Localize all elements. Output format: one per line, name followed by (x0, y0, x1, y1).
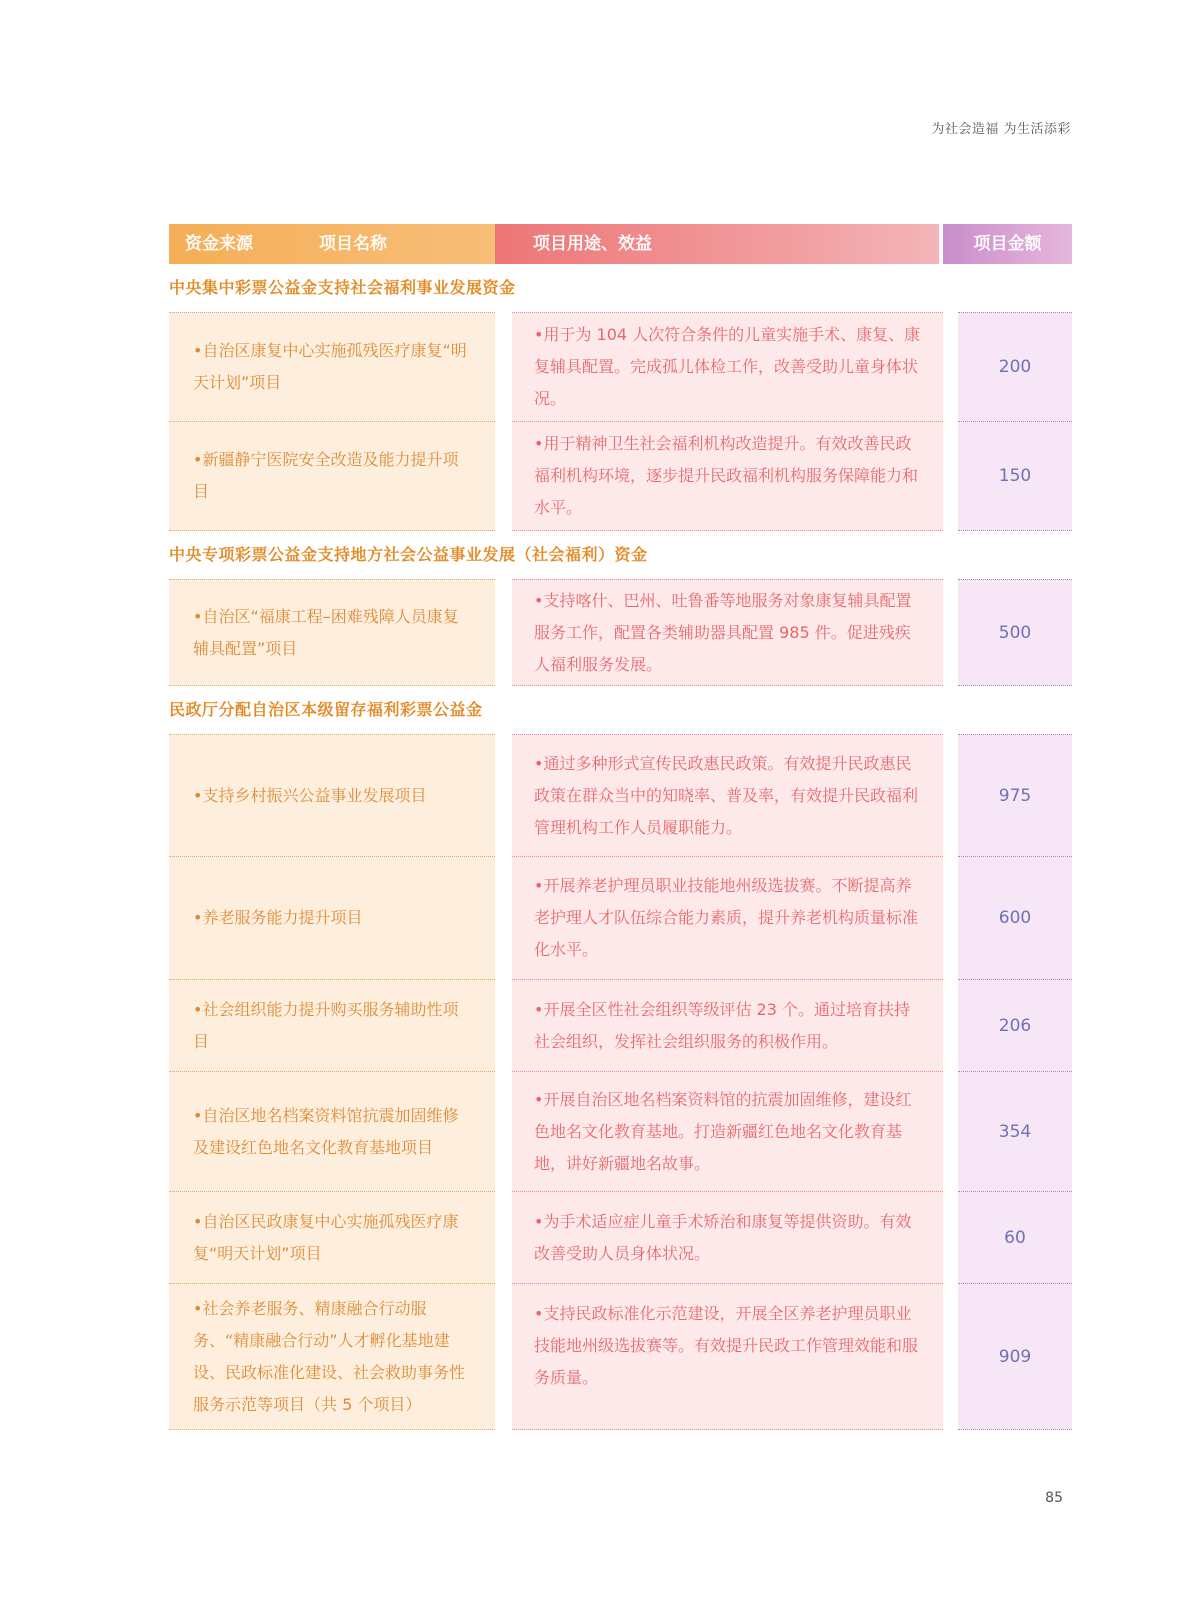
header-slogan: 为社会造福 为生活添彩 (931, 122, 1071, 137)
project-purpose: •为手术适应症儿童手术矫治和康复等提供资助。有效改善受助人员身体状况。 (534, 1211, 912, 1263)
purpose-cell (512, 1284, 943, 1430)
project-name: •养老服务能力提升项目 (193, 908, 363, 927)
project-name-cell (169, 579, 495, 686)
project-name-cell (169, 1284, 495, 1430)
project-name-cell (169, 857, 495, 980)
table-row (169, 312, 1072, 422)
header-project-name: 项目名称 (319, 234, 387, 254)
purpose-cell (512, 734, 943, 857)
project-name-cell (169, 312, 495, 422)
project-name: •自治区“福康工程–困难残障人员康复辅具配置”项目 (193, 606, 459, 658)
funding-table (169, 224, 1072, 1430)
amount-cell: 975 (958, 734, 1072, 857)
table-row (169, 1192, 1072, 1284)
project-name-cell (169, 980, 495, 1072)
project-name: •新疆静宁医院安全改造及能力提升项目 (193, 450, 459, 501)
purpose-cell (512, 1072, 943, 1192)
project-name-cell (169, 1072, 495, 1192)
header-source-name-cell (169, 224, 495, 264)
project-purpose: •通过多种形式宣传民政惠民政策。有效提升民政惠民政策在群众当中的知晓率、普及率，有效提升民政福利管理机构工作人员履职能力。 (534, 753, 919, 837)
project-purpose: •用于精神卫生社会福利机构改造提升。有效改善民政福利机构环境，逐步提升民政福利机构服务保障能力和水平。 (534, 434, 919, 517)
project-purpose: •开展养老护理员职业技能地州级选拔赛。不断提高养老护理人才队伍综合能力素质，提升养老机构质量标准化水平。 (534, 876, 919, 959)
project-name-cell (169, 734, 495, 857)
purpose-cell (512, 1192, 943, 1284)
project-name: •自治区地名档案资料馆抗震加固维修及建设红色地名文化教育基地项目 (193, 1105, 459, 1157)
purpose-cell (512, 857, 943, 980)
header-purpose: 项目用途、效益 (495, 224, 939, 264)
purpose-cell (512, 312, 943, 422)
amount-cell: 60 (958, 1192, 1072, 1284)
amount-cell: 206 (958, 980, 1072, 1072)
project-name: •支持乡村振兴公益事业发展项目 (193, 785, 427, 805)
table-header (169, 224, 1072, 264)
table-row (169, 579, 1072, 686)
table-row (169, 422, 1072, 531)
amount-cell: 354 (958, 1072, 1072, 1192)
amount-cell: 200 (958, 312, 1072, 422)
table-row (169, 980, 1072, 1072)
amount-cell: 150 (958, 422, 1072, 531)
project-name: •自治区康复中心实施孤残医疗康复“明天计划”项目 (193, 341, 467, 392)
page-number: 85 (1045, 1490, 1063, 1506)
section-title: 民政厅分配自治区本级留存福利彩票公益金 (169, 700, 483, 719)
purpose-cell (512, 579, 943, 686)
project-name-cell (169, 422, 495, 531)
project-name-cell (169, 1192, 495, 1284)
amount-cell: 500 (958, 579, 1072, 686)
project-purpose: •开展自治区地名档案资料馆的抗震加固维修，建设红色地名文化教育基地。打造新疆红色地名文化教育基地，讲好新疆地名故事。 (534, 1089, 912, 1173)
table-row (169, 1072, 1072, 1192)
amount-cell: 909 (958, 1284, 1072, 1430)
purpose-cell (512, 980, 943, 1072)
table-row (169, 734, 1072, 857)
project-name: •自治区民政康复中心实施孤残医疗康复“明天计划”项目 (193, 1211, 459, 1263)
section-title: 中央专项彩票公益金支持地方社会公益事业发展（社会福利）资金 (169, 545, 648, 564)
amount-cell: 600 (958, 857, 1072, 980)
project-purpose: •支持喀什、巴州、吐鲁番等地服务对象康复辅具配置服务工作，配置各类辅助器具配置 985 件。促进残疾人福利服务发展。 (534, 590, 912, 674)
project-purpose: •用于为 104 人次符合条件的儿童实施手术、康复、康复辅具配置。完成孤儿体检工作，改善受助儿童身体状况。 (534, 325, 921, 408)
table-row (169, 857, 1072, 980)
project-purpose: •开展全区性社会组织等级评估 23 个。通过培育扶持社会组织，发挥社会组织服务的积极作用。 (534, 999, 910, 1051)
header-source: 资金来源 (185, 234, 253, 254)
header-amount: 项目金额 (943, 224, 1072, 264)
purpose-cell (512, 422, 943, 531)
project-purpose: •支持民政标准化示范建设，开展全区养老护理员职业技能地州级选拔赛等。有效提升民政工作管理效能和服务质量。 (534, 1304, 919, 1387)
project-name: •社会养老服务、精康融合行动服务、“精康融合行动”人才孵化基地建设、民政标准化建设、社会救助事务性服务示范等项目（共 5 个项目） (193, 1298, 466, 1414)
section-title: 中央集中彩票公益金支持社会福利事业发展资金 (169, 278, 516, 297)
project-name: •社会组织能力提升购买服务辅助性项目 (193, 999, 459, 1051)
table-row (169, 1284, 1072, 1430)
